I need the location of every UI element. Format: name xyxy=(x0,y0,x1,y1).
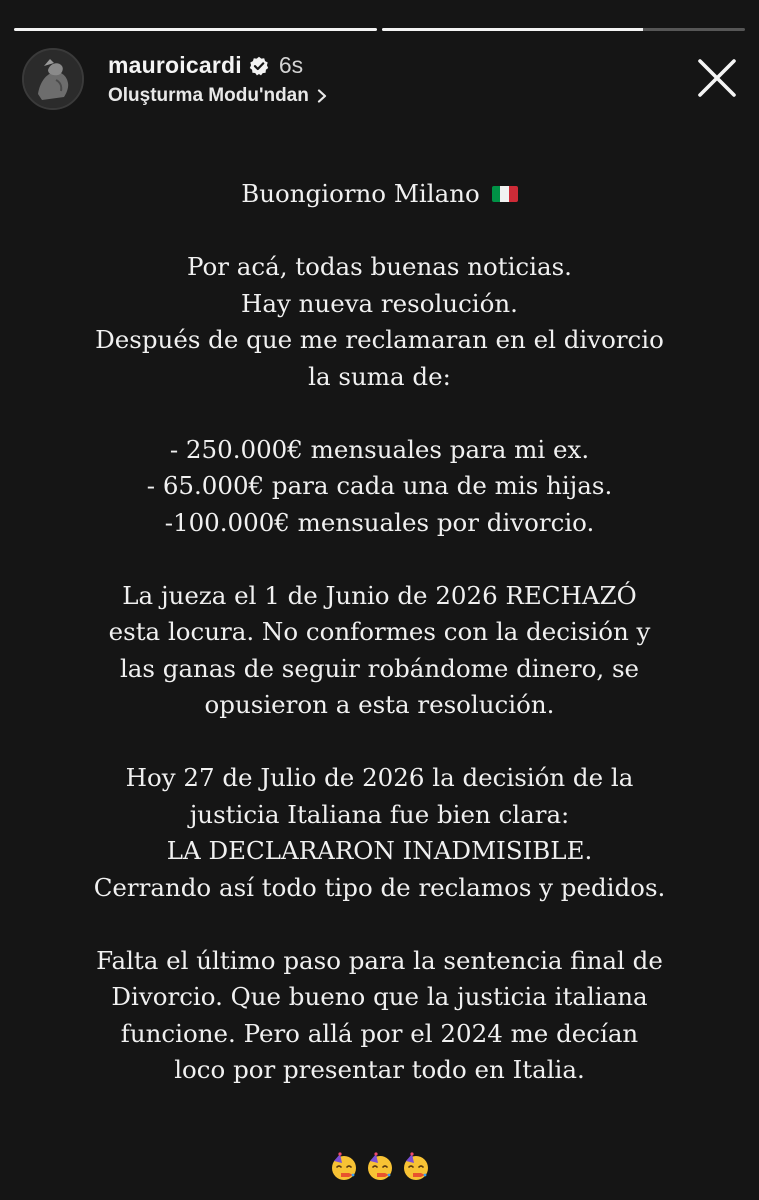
message-line: Hoy 27 de Julio de 2026 la decisión de la xyxy=(125,763,634,792)
message-line: -100.000€ mensuales por divorcio. xyxy=(164,507,595,537)
username[interactable]: mauroicardi xyxy=(108,52,242,78)
italy-flag-icon xyxy=(492,186,518,202)
party-face-icon xyxy=(365,1152,395,1182)
progress-fill xyxy=(382,28,643,31)
progress-fill xyxy=(14,28,377,31)
post-time: 6s xyxy=(278,52,304,78)
user-line xyxy=(108,52,303,79)
greeting-row xyxy=(40,176,719,213)
profile-photo-icon xyxy=(24,50,82,108)
chevron-right-icon xyxy=(317,89,327,103)
avatar[interactable] xyxy=(22,48,84,110)
message-line: las ganas de seguir robándome dinero, se xyxy=(119,653,640,683)
message-line: la suma de: xyxy=(308,361,451,391)
flag-stripe xyxy=(509,186,518,202)
story-header xyxy=(22,48,739,112)
message-line: Divorcio. Que bueno que la justicia italiana xyxy=(111,982,648,1011)
story-progress xyxy=(14,28,745,31)
message-line: Falta el último paso para la sentencia final de xyxy=(96,945,663,975)
flag-stripe xyxy=(492,186,501,202)
message-line: justicia Italiana fue bien clara: xyxy=(189,799,570,829)
progress-segment xyxy=(14,28,377,31)
message-line: - 250.000€ mensuales para mi ex. xyxy=(169,434,590,464)
party-face-icon xyxy=(329,1152,359,1182)
message-line: LA DECLARARON INADMISIBLE. xyxy=(166,836,593,865)
creation-mode-label: Oluşturma Modu'ndan xyxy=(108,85,309,106)
verified-badge-icon xyxy=(249,56,269,76)
closing-emojis xyxy=(0,1152,759,1182)
message-line: Hay nueva resolución. xyxy=(241,288,518,318)
message-line: esta locura. No conformes con la decisión y xyxy=(108,617,651,646)
message-line: - 65.000€ para cada una de mis hijas. xyxy=(146,471,613,500)
story-message xyxy=(40,176,719,1089)
message-line: Cerrando así todo tipo de reclamos y pedidos. xyxy=(93,872,666,902)
message-line: Después de que me reclamaran en el divorcio xyxy=(95,325,664,354)
message-line: Por acá, todas buenas noticias. xyxy=(187,252,572,281)
party-face-icon xyxy=(401,1152,431,1182)
message-line: La jueza el 1 de Junio de 2026 RECHAZÓ xyxy=(122,580,637,610)
creation-mode-link[interactable] xyxy=(108,85,327,107)
message-line: opusieron a esta resolución. xyxy=(204,690,555,719)
message-line: funcione. Pero allá por el 2024 me decían xyxy=(120,1018,639,1048)
close-icon[interactable] xyxy=(695,56,739,100)
progress-segment xyxy=(382,28,745,31)
greeting-text: Buongiorno Milano xyxy=(241,179,480,208)
message-line: loco por presentar todo en Italia. xyxy=(174,1055,585,1084)
flag-stripe xyxy=(500,186,509,202)
